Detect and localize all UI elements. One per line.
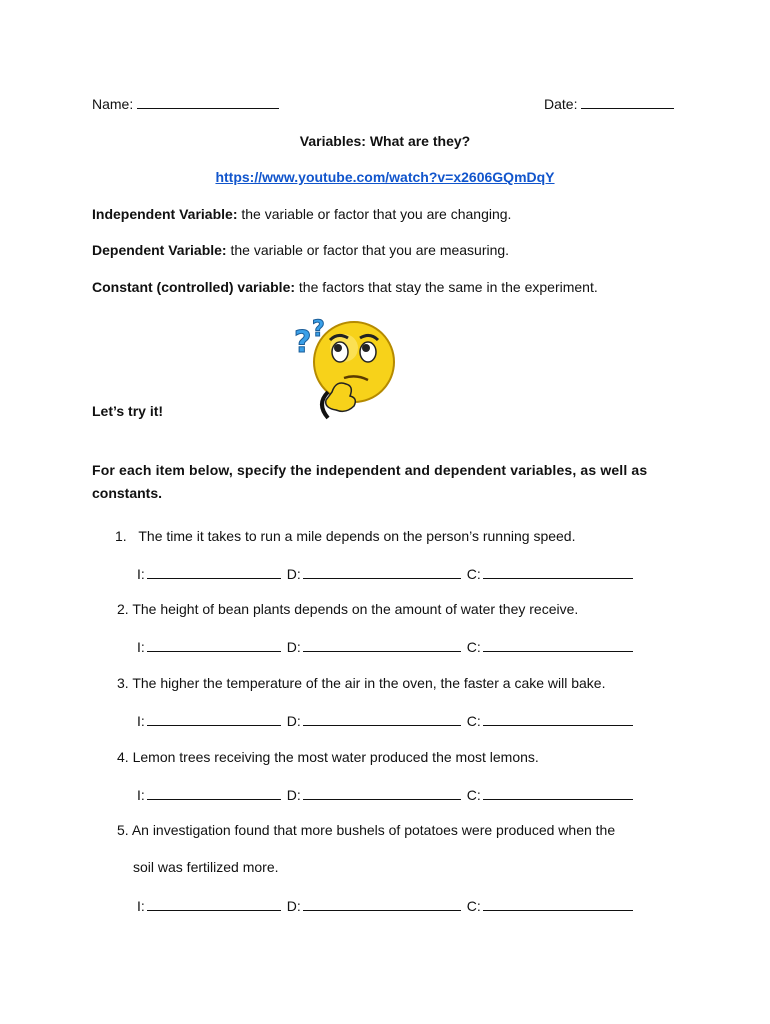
question-number: 4.	[117, 749, 129, 765]
independent-label: I:	[137, 639, 145, 655]
answer-row-3	[137, 712, 633, 729]
svg-text:?: ?	[294, 325, 312, 360]
definition-dependent	[92, 242, 509, 258]
answer-row-4	[137, 786, 633, 803]
answer-row-2	[137, 638, 633, 655]
dependent-blank[interactable]	[303, 897, 461, 911]
instructions-line-2: constants.	[92, 485, 163, 501]
question-text: The higher the temperature of the air in the oven, the faster a cake will bake.	[132, 675, 606, 691]
question-item-4	[117, 749, 539, 765]
question-text: The time it takes to run a mile depends on the person’s running speed.	[138, 528, 576, 544]
dependent-label: D:	[286, 898, 301, 914]
dependent-blank[interactable]	[303, 565, 461, 579]
name-label: Name:	[92, 96, 134, 112]
independent-label: I:	[137, 713, 145, 729]
definition-text: the variable or factor that you are changing.	[237, 206, 512, 222]
thinking-face-icon	[288, 314, 398, 422]
question-item-5	[117, 822, 615, 838]
definition-term: Dependent Variable:	[92, 242, 227, 258]
question-text: Lemon trees receiving the most water produced the most lemons.	[132, 749, 539, 765]
question-text: An investigation found that more bushels of potatoes were produced when the	[131, 822, 616, 838]
name-field[interactable]	[92, 95, 279, 112]
independent-label: I:	[137, 787, 145, 803]
question-item-3	[117, 675, 605, 691]
question-item-5-continued: soil was fertilized more.	[133, 859, 279, 875]
name-blank[interactable]	[137, 95, 279, 109]
date-blank[interactable]	[581, 95, 674, 109]
definition-independent	[92, 206, 511, 222]
independent-blank[interactable]	[147, 712, 281, 726]
answer-row-1	[137, 565, 633, 582]
definition-constant	[92, 279, 598, 295]
constant-label: C:	[466, 713, 481, 729]
constant-label: C:	[466, 898, 481, 914]
dependent-label: D:	[286, 713, 301, 729]
question-number: 1.	[115, 528, 127, 544]
video-link[interactable]: https://www.youtube.com/watch?v=x2606GQmDqY	[215, 169, 555, 185]
instructions-line-1: For each item below, specify the independent and dependent variables, as well as	[92, 462, 648, 478]
constant-blank[interactable]	[483, 897, 633, 911]
dependent-label: D:	[286, 639, 301, 655]
constant-blank[interactable]	[483, 712, 633, 726]
dependent-label: D:	[286, 566, 301, 582]
independent-label: I:	[137, 566, 145, 582]
constant-blank[interactable]	[483, 786, 633, 800]
definition-text: the variable or factor that you are measuring.	[226, 242, 510, 258]
independent-blank[interactable]	[147, 565, 281, 579]
svg-text:?: ?	[312, 317, 325, 342]
page-title: Variables: What are they?	[299, 133, 471, 149]
definition-text: the factors that stay the same in the experiment.	[295, 279, 598, 295]
question-number: 5.	[117, 822, 129, 838]
definition-term: Constant (controlled) variable:	[92, 279, 296, 295]
video-link-line	[0, 169, 770, 185]
dependent-blank[interactable]	[303, 786, 461, 800]
definition-term: Independent Variable:	[92, 206, 238, 222]
date-field[interactable]	[544, 95, 674, 112]
question-item-2	[117, 601, 578, 617]
question-text: The height of bean plants depends on the amount of water they receive.	[132, 601, 579, 617]
question-number: 3.	[117, 675, 129, 691]
constant-blank[interactable]	[483, 638, 633, 652]
independent-blank[interactable]	[147, 897, 281, 911]
constant-blank[interactable]	[483, 565, 633, 579]
constant-label: C:	[466, 566, 481, 582]
independent-label: I:	[137, 898, 145, 914]
dependent-blank[interactable]	[303, 638, 461, 652]
question-number: 2.	[117, 601, 129, 617]
constant-label: C:	[466, 639, 481, 655]
date-label: Date:	[544, 96, 578, 112]
constant-label: C:	[466, 787, 481, 803]
lets-try-heading: Let’s try it!	[92, 403, 164, 419]
question-item-1	[115, 528, 575, 544]
dependent-label: D:	[286, 787, 301, 803]
dependent-blank[interactable]	[303, 712, 461, 726]
answer-row-5	[137, 897, 633, 914]
independent-blank[interactable]	[147, 786, 281, 800]
independent-blank[interactable]	[147, 638, 281, 652]
